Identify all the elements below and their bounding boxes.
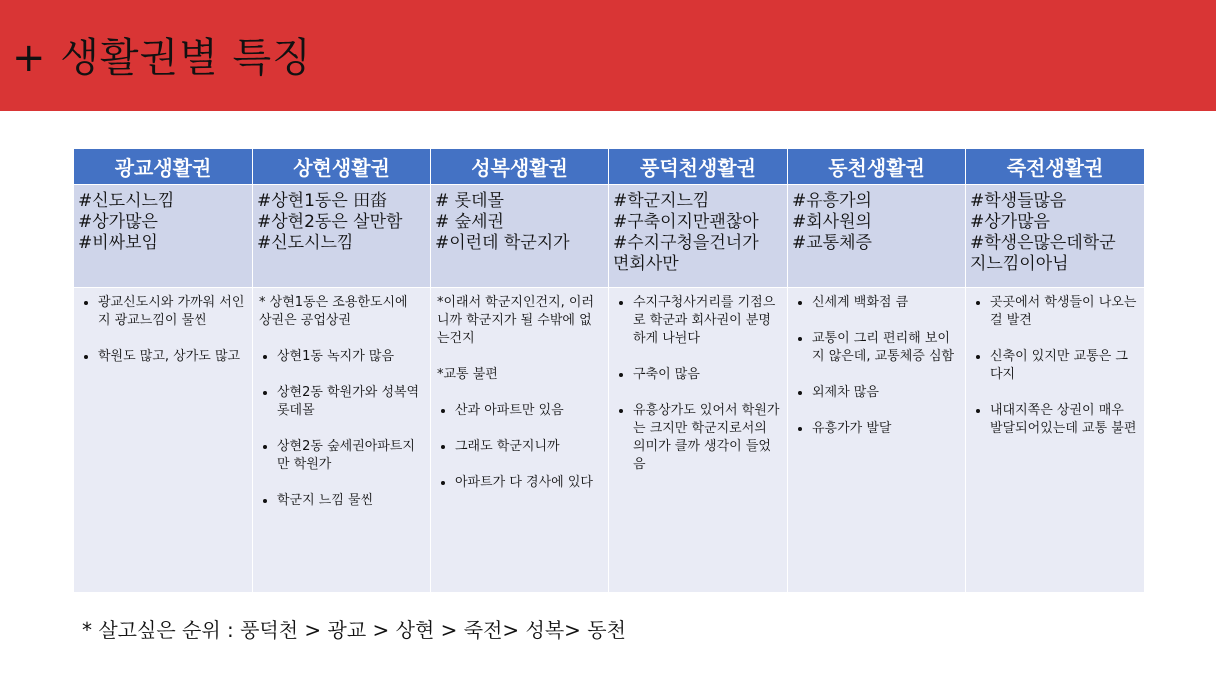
list-item: • 유흥상가도 있어서 학원가는 크지만 학군지로서의 의미가 클까 생각이 들었음: [633, 402, 781, 474]
tag: #구축이지만괜찮아: [613, 212, 759, 232]
header-pungdeokcheon: 풍덕천생활권: [609, 149, 788, 185]
detail-gwanggyo: [74, 288, 253, 593]
list-item: • 구축이 많음: [633, 366, 781, 384]
region-table: [73, 148, 1145, 593]
bullet-list: [80, 294, 246, 366]
tag: #신도시느낌: [257, 233, 354, 253]
list-item: • 아파트가 다 경사에 있다: [455, 474, 602, 492]
slide-title: + 생활권별 특징: [12, 35, 312, 81]
tags-seongbok: [431, 185, 609, 288]
list-item: • 상현2동 숲세권아파트지만 학원가: [277, 438, 424, 474]
detail-jukjeon: [966, 288, 1145, 593]
tag: #교통체증: [792, 233, 872, 253]
list-item: • 외제차 많음: [812, 384, 959, 402]
detail-pungdeokcheon: [609, 288, 788, 593]
ranking-note: * 살고싶은 순위 : 풍덕천 > 광교 > 상현 > 죽전> 성복> 동천: [82, 618, 626, 642]
tag: #상가많음: [970, 212, 1050, 232]
list-item: • 신세계 백화점 큼: [812, 294, 959, 312]
tag: #학군지느낌: [613, 191, 710, 211]
header-row: [74, 149, 1145, 185]
tag: #유흥가의: [792, 191, 872, 211]
list-item: • 학원도 많고, 상가도 많고: [98, 348, 246, 366]
list-item: • 상현1동 녹지가 많음: [277, 348, 424, 366]
tag: # 숲세권: [435, 212, 504, 232]
list-item: • 내대지쪽은 상권이 매우 발달되어있는데 교통 불편: [990, 402, 1138, 438]
tags-gwanggyo: [74, 185, 253, 288]
list-item: • 학군지 느낌 물씬: [277, 492, 424, 510]
bullet-list: [972, 294, 1138, 438]
tag: #상현2동은 살만함: [257, 212, 403, 232]
tag: #학생은많은데학군: [970, 233, 1116, 253]
list-item: • 교통이 그리 편리해 보이지 않은데, 교통체증 심함: [812, 330, 959, 366]
tag: #학생들많음: [970, 191, 1067, 211]
header-dongcheon: 동천생활권: [788, 149, 966, 185]
header-jukjeon: 죽전생활권: [966, 149, 1145, 185]
header-sanghyeon: 상현생활권: [253, 149, 431, 185]
title-bar: [0, 0, 1216, 111]
tag: #수지구청을건너가: [613, 233, 759, 253]
tag: #이런데 학군지가: [435, 233, 570, 253]
tag: 지느낌이아님: [970, 254, 1069, 274]
tag: #비싸보임: [78, 233, 158, 253]
list-item: • 유흥가가 발달: [812, 420, 959, 438]
list-item: • 신축이 있지만 교통은 그다지: [990, 348, 1138, 384]
tag: #상가많은: [78, 212, 158, 232]
list-item: • 그래도 학군지니까: [455, 438, 602, 456]
detail-seongbok: [431, 288, 609, 593]
tag: #신도시느낌: [78, 191, 175, 211]
list-item: • 상현2동 학원가와 성복역 롯데몰: [277, 384, 424, 420]
detail-note-2: *교통 불편: [437, 367, 498, 382]
detail-dongcheon: [788, 288, 966, 593]
bullet-list: [794, 294, 959, 438]
detail-note: *이래서 학군지인건지, 이러니까 학군지가 될 수밖에 없는건지: [437, 295, 595, 346]
tags-row: [74, 185, 1145, 288]
tags-sanghyeon: [253, 185, 431, 288]
tag: # 롯데몰: [435, 191, 504, 211]
list-item: • 광교신도시와 가까워 서인지 광교느낌이 물씬: [98, 294, 246, 330]
tag: #상현1동은 田畓: [257, 191, 388, 211]
tags-dongcheon: [788, 185, 966, 288]
tags-jukjeon: [966, 185, 1145, 288]
bullet-list: [437, 402, 602, 492]
list-item: • 수지구청사거리를 기점으로 학군과 회사권이 분명하게 나뉜다: [633, 294, 781, 348]
tag: 면회사만: [613, 254, 679, 274]
header-seongbok: 성복생활권: [431, 149, 609, 185]
tags-pungdeokcheon: [609, 185, 788, 288]
detail-note: * 상현1동은 조용한도시에 상권은 공업상권: [259, 295, 408, 328]
bullet-list: [259, 348, 424, 510]
header-gwanggyo: 광교생활권: [74, 149, 253, 185]
list-item: • 곳곳에서 학생들이 나오는 걸 발견: [990, 294, 1138, 330]
details-row: [74, 288, 1145, 593]
tag: #회사원의: [792, 212, 872, 232]
list-item: • 산과 아파트만 있음: [455, 402, 602, 420]
bullet-list: [615, 294, 781, 474]
detail-sanghyeon: [253, 288, 431, 593]
